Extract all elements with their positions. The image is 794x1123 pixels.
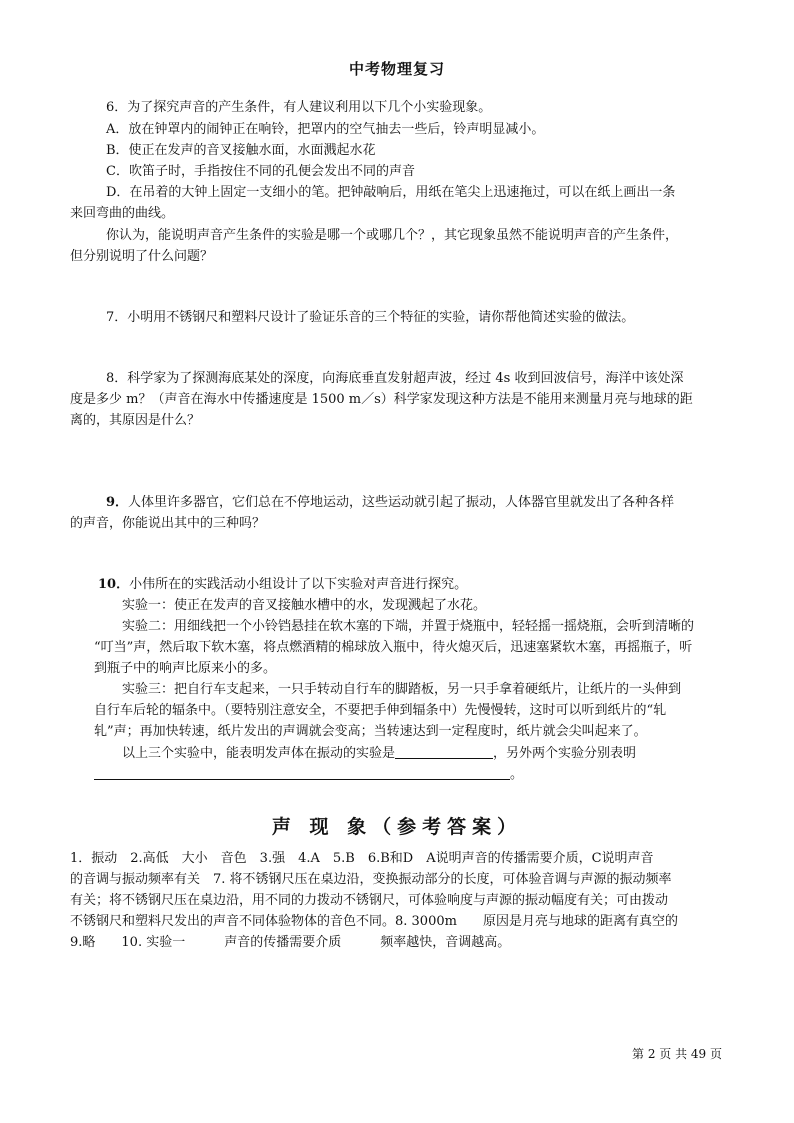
q6-ask-line1: 你认为，能说明声音产生条件的实验是哪一个或哪几个？，其它现象虽然不能说明声音的产生条件， [106, 228, 679, 243]
q9-text: 人体里许多器官，它们总在不停地运动，这些运动就引起了振动，人体器官里就发出了各种各样 [128, 495, 675, 510]
q10-experiment2-line1: 实验二：用细线把一个小铃铛悬挂在软木塞的下端，并置于烧瓶中，轻轻摇一摇烧瓶，会听到清晰的 [122, 619, 695, 634]
q10-experiment3-line3: 轧”声；再加快转速，纸片发出的声调就会变高；当转速达到一定程度时，纸片就会尖叫起来了。 [94, 724, 647, 739]
q8-line3: 离的，其原因是什么？ [70, 413, 201, 428]
page-number: 第 2 页 共 49 页 [632, 1047, 722, 1061]
q10-stem-line [98, 575, 467, 595]
answers-line1: 1．振动 2.高低 大小 音色 3.强 4.A 5.B 6.B和D A说明声音的传播需要介质，C说明声音 [70, 851, 654, 866]
answers-line3: 有关；将不锈钢尺压在桌边沿，用不同的力拨动不锈钢尺，可体验响度与声源的振动幅度有关；可由拨动 [70, 893, 669, 908]
q6-stem: 6．为了探究声音的产生条件，有人建议利用以下几个小实验现象。 [106, 100, 492, 115]
q10-question-part2: ，另外两个实验分别表明 [493, 746, 637, 761]
q6-option-d-line1: D．在吊着的大钟上固定一支细小的笔。把钟敲响后，用纸在笔尖上迅速拖过，可以在纸上画出一条 [106, 185, 676, 200]
q10-answer-blank-1[interactable] [395, 744, 493, 759]
q10-question-part1: 以上三个实验中，能表明发声体在振动的实验是 [122, 746, 396, 761]
q8-line2: 度是多少 m？（声音在海水中传播速度是 1500 m／s）科学家发现这种方法是不能用来测量月亮与地球的距 [70, 392, 693, 407]
q9-line1 [106, 493, 674, 513]
q10-stem: 小伟所在的实践活动小组设计了以下实验对声音进行探究。 [129, 577, 468, 592]
q9-line2: 的声音，你能说出其中的三种吗？ [70, 516, 266, 531]
q10-experiment2-line2: “叮当”声，然后取下软木塞，将点燃酒精的棉球放入瓶中，待火熄灭后，迅速塞紧软木塞，再摇瓶子，听 [94, 640, 693, 655]
answers-title: 声 现 象（参考答案） [271, 816, 523, 838]
q10-number: 10． [98, 577, 130, 592]
q6-option-d-line2: 来回弯曲的曲线。 [70, 206, 175, 221]
page-title: 中考物理复习 [348, 60, 445, 78]
q10-question-line2 [94, 765, 523, 785]
q10-experiment3-line2: 自行车后轮的辐条中。（要特别注意安全，不要把手伸到辐条中）先慢慢转，这时可以听到纸片的“轧 [94, 703, 667, 718]
q6-option-b: B．使正在发声的音叉接触水面，水面溅起水花 [106, 143, 376, 158]
q6-option-c: C．吹笛子时，手指按住不同的孔便会发出不同的声音 [106, 164, 415, 179]
q10-question-end: 。 [510, 767, 524, 782]
q7-text: 7．小明用不锈钢尺和塑料尺设计了验证乐音的三个特征的实验，请你帮他简述实验的做法。 [106, 310, 635, 325]
answers-line4: 不锈钢尺和塑料尺发出的声音不同体验物体的音色不同。8. 3000m 原因是月亮与地球的距离有真空的 [70, 914, 678, 929]
answers-line5: 9.略 10. 实验一 声音的传播需要介质 频率越快，音调越高。 [70, 935, 511, 950]
q10-experiment2-line3: 到瓶子中的响声比原来小的多。 [94, 661, 277, 676]
q10-experiment3-line1: 实验三：把自行车支起来，一只手转动自行车的脚踏板，另一只手拿着硬纸片，让纸片的一头伸到 [122, 682, 682, 697]
q10-answer-blank-2[interactable] [94, 765, 510, 780]
q10-question-line [122, 744, 636, 764]
answers-line2: 的音调与振动频率有关 7. 将不锈钢尺压在桌边沿，变换振动部分的长度，可体验音调与声源的振动频率 [70, 872, 672, 887]
q10-experiment1: 实验一：使正在发声的音叉接触水槽中的水，发现溅起了水花。 [122, 598, 487, 613]
q6-ask-line2: 但分别说明了什么问题？ [70, 249, 214, 264]
q6-option-a: A．放在钟罩内的闹钟正在响铃，把罩内的空气抽去一些后，铃声明显减小。 [106, 122, 545, 137]
q8-line1: 8．科学家为了探测海底某处的深度，向海底垂直发射超声波，经过 4s 收到回波信号，海洋中该处深 [106, 371, 684, 386]
q9-number: 9． [106, 495, 129, 510]
